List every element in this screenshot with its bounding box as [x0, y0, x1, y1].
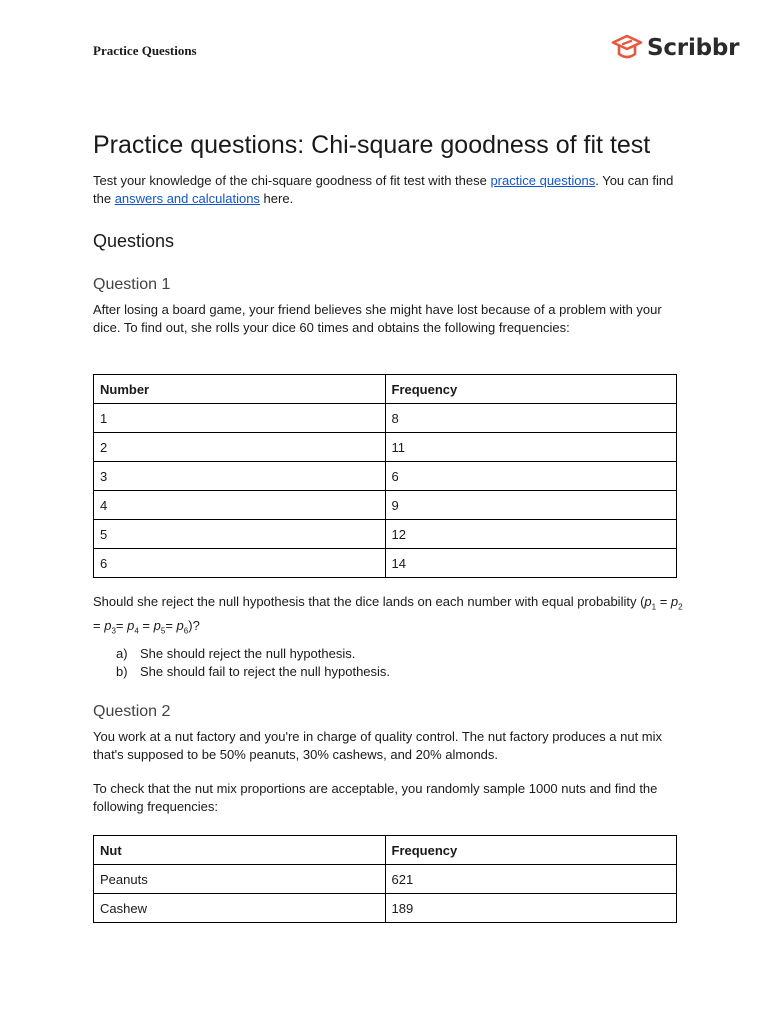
questions-heading: Questions [93, 231, 175, 251]
header-label: Practice Questions [93, 43, 197, 58]
p-symbol: p [670, 594, 679, 609]
column-header: Frequency [385, 836, 677, 865]
table-cell: Peanuts [94, 865, 386, 894]
subscript: 2 [678, 602, 683, 612]
table-row [94, 462, 677, 491]
table-header-row [94, 375, 677, 404]
option-text: She should reject the null hypothesis. [140, 646, 356, 661]
option-marker: a) [116, 646, 128, 661]
subscript: 6 [183, 626, 189, 636]
question-1-prompt: Should she reject the null hypothesis that the dice lands on each number with equal probability $(p_1 = p_2 = p_3= p_4 = p_5= p_6)$? [93, 594, 683, 636]
column-header: Frequency [385, 375, 677, 404]
subscript: 5 [160, 626, 166, 636]
table-row [94, 894, 677, 923]
p-symbol: p [644, 594, 652, 609]
dice-frequency-table [93, 374, 677, 578]
table-cell: 8 [385, 404, 677, 433]
column-header: Nut [94, 836, 386, 865]
list-item [93, 645, 390, 663]
question-1-text: After losing a board game, your friend believes she might have lost because of a problem with your dice. To find out, she rolls your dice 60 times and obtains the following frequencies: [93, 302, 662, 335]
table-cell: 3 [94, 462, 386, 491]
intro-text-3: here. [259, 191, 294, 206]
table-row [94, 433, 677, 462]
scribbr-logo [611, 33, 739, 63]
prompt-end: )? [188, 617, 200, 633]
table-cell: 14 [385, 549, 677, 578]
list-item [93, 663, 390, 681]
table-row [94, 491, 677, 520]
table-cell: 12 [385, 520, 677, 549]
option-text: She should fail to reject the null hypothesis. [140, 664, 391, 679]
table-cell: Cashew [94, 894, 386, 923]
p-symbol: p [127, 617, 135, 633]
table-row [94, 865, 677, 894]
answer-options [93, 645, 390, 681]
intro-paragraph [93, 172, 683, 208]
p-symbol: p [176, 617, 184, 633]
subscript: 3 [111, 626, 116, 636]
subscript: 1 [651, 602, 657, 612]
table-cell: 9 [385, 491, 677, 520]
table-cell: 5 [94, 520, 386, 549]
page-title: Practice questions: Chi-square goodness of fit test [93, 131, 651, 159]
prompt-text: Should she reject the null hypothesis that the dice lands on each number with equal probability ( [93, 594, 645, 609]
table-cell: 6 [94, 549, 386, 578]
practice-questions-link[interactable]: practice questions [490, 173, 596, 188]
table-cell: 2 [94, 433, 386, 462]
p-symbol: p [153, 617, 161, 633]
table-cell: 11 [385, 433, 677, 462]
answers-link[interactable]: answers and calculations [114, 191, 260, 206]
column-header: Number [94, 375, 386, 404]
table-cell: 6 [385, 462, 677, 491]
table-cell: 621 [385, 865, 677, 894]
option-marker: b) [116, 664, 128, 679]
subscript: 4 [134, 626, 139, 636]
p-symbol: p [104, 617, 112, 633]
nut-frequency-table [93, 835, 677, 923]
question-2-text-2: To check that the nut mix proportions are acceptable, you randomly sample 1000 nuts and find the following frequencies: [93, 781, 658, 814]
intro-text-2: . You can find the [93, 173, 674, 206]
table-row [94, 549, 677, 578]
question-1-heading: Question 1 [93, 276, 171, 293]
intro-text-1: Test your knowledge of the chi-square goodness of fit test with these [93, 173, 491, 188]
table-cell: 1 [94, 404, 386, 433]
graduation-cap-icon [611, 33, 643, 63]
logo-text: Scribbr [647, 35, 740, 61]
table-header-row [94, 836, 677, 865]
question-2-heading: Question 2 [93, 703, 171, 720]
table-cell: 4 [94, 491, 386, 520]
question-2-text-1: You work at a nut factory and you're in charge of quality control. The nut factory produces a nut mix that's supposed to be 50% peanuts, 30% cashews, and 20% almonds. [93, 729, 663, 762]
table-row [94, 520, 677, 549]
table-row [94, 404, 677, 433]
table-cell: 189 [385, 894, 677, 923]
